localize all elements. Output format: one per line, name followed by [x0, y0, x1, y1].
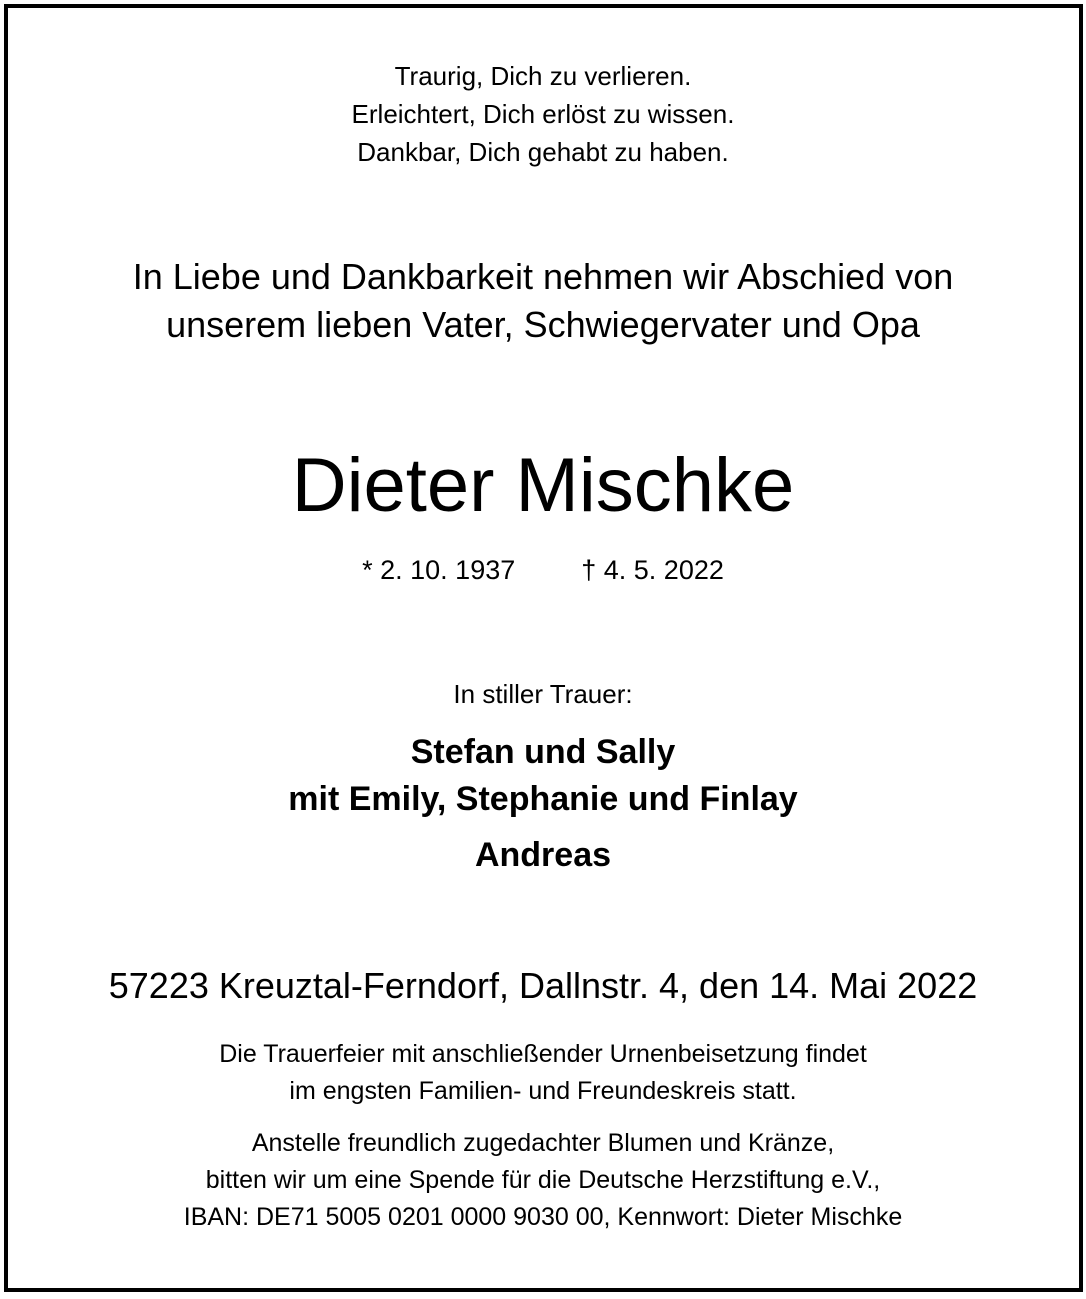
intro-line-1: In Liebe und Dankbarkeit nehmen wir Abschied von [132, 256, 954, 297]
motto-line-1: Traurig, Dich zu verlieren. [394, 61, 692, 91]
intro-line-2: unserem lieben Vater, Schwiegervater und Opa [166, 304, 920, 345]
donation-line-1: Anstelle freundlich zugedachter Blumen und Kränze, [251, 1129, 835, 1157]
donation-line-2: bitten wir um eine Spende für die Deutsche Herzstiftung e.V., [205, 1166, 881, 1194]
donation-line-3: IBAN: DE71 5005 0201 0000 9030 00, Kennwort: Dieter Mischke [183, 1203, 903, 1231]
mourner-line-1: Stefan und Sally [410, 733, 676, 771]
address-line: 57223 Kreuztal-Ferndorf, Dallnstr. 4, den 14. Mai 2022 [108, 965, 978, 1006]
life-dates [0, 553, 1086, 587]
mourner-line-2: mit Emily, Stephanie und Finlay [288, 780, 798, 818]
mourner-line-3: Andreas [474, 836, 612, 874]
birth-date: * 2. 10. 1937 [362, 555, 516, 585]
mourning-heading: In stiller Trauer: [453, 679, 633, 709]
ceremony-line-1: Die Trauerfeier mit anschließender Urnenbeisetzung findet [219, 1040, 867, 1068]
ceremony-line-2: im engsten Familien- und Freundeskreis statt. [289, 1077, 797, 1105]
motto-line-3: Dankbar, Dich gehabt zu haben. [357, 137, 729, 167]
motto-line-2: Erleichtert, Dich erlöst zu wissen. [351, 99, 735, 129]
deceased-name: Dieter Mischke [291, 443, 795, 528]
death-date: † 4. 5. 2022 [581, 555, 724, 585]
